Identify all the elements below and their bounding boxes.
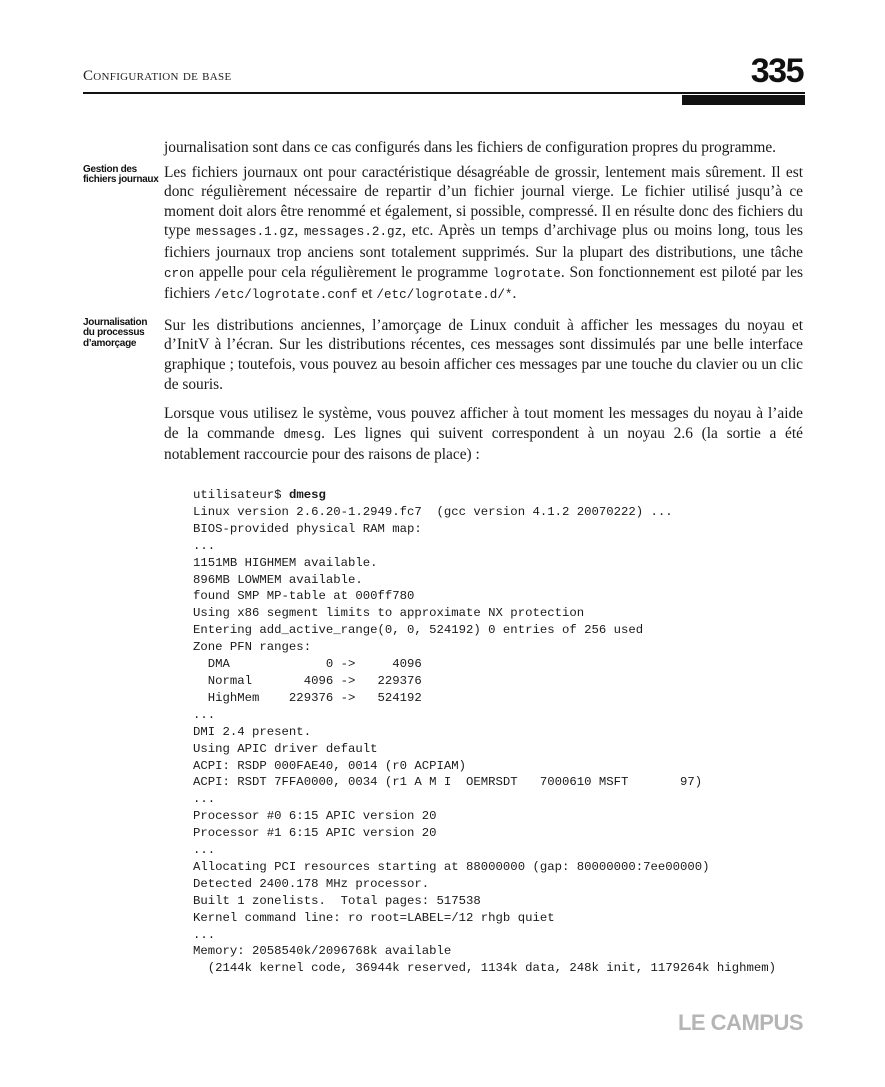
inline-code: dmesg: [283, 427, 322, 442]
running-header-title: Configuration de base: [83, 68, 232, 84]
publisher-logo: LE CAMPUS: [677, 1010, 803, 1035]
page-number: 335: [750, 52, 803, 90]
inline-code: cron: [164, 266, 195, 281]
header-thumb-bar: [682, 95, 805, 105]
console-listing: [193, 487, 776, 977]
inline-code: /etc/logrotate.conf: [214, 288, 358, 303]
paragraph-dmesg-intro: Lorsque vous utilisez le système, vous pouvez afficher à tout moment les messages du noyau à l’aide de la commande dmesg. Les lignes qui suivent correspondent à un noyau 2.6 (la sortie a été notablement raccourcie pour des raisons de place) :: [164, 405, 803, 464]
margin-note-boot-logging: Journalisation du processus d’amorçage: [83, 316, 148, 349]
body-text: [83, 138, 803, 475]
inline-code: messages.2.gz: [303, 225, 403, 240]
inline-code: /etc/logrotate.d/*: [376, 288, 513, 303]
paragraph-continuation: journalisation sont dans ce cas configurés dans les fichiers de configuration propres du programme.: [164, 139, 777, 156]
inline-code: logrotate: [492, 266, 561, 281]
console-output: Linux version 2.6.20-1.2949.fc7 (gcc version 4.1.2 20070222) ... BIOS-provided physical RAM map: ... 1151MB HIGHMEM available. 896MB LOWMEM available. found SMP MP-table at 000ff780 Using x86 segment limits to approximate NX protection Entering add_active_range(0, 0, 524192) 0 entries of 256 used Zone PFN ranges: DMA 0 -> 4096 Normal 4096 -> 229376 HighMem 229376 -> 524192 ... DMI 2.4 present. Using APIC driver default ACPI: RSDP 000FAE40, 0014 (r0 ACPIAM) ACPI: RSDT 7FFA0000, 0034 (r1 A M I OEMRSDT 7000610 MSFT 97) ... Processor #0 6:15 APIC version 20 Processor #1 6:15 APIC version 20 ... Allocating PCI resources starting at 88000000 (gap: 80000000:7ee00000) Detected 2400.178 MHz processor. Built 1 zonelists. Total pages: 517538 Kernel command line: ro root=LABEL=/12 rhgb quiet ... Memory: 2058540k/2096768k available (2144k kernel code, 36944k reserved, 1134k data, 248k init, 1179264k highmem): [193, 504, 776, 976]
paragraph-log-rotation: Gestion des fichiers journaux Les fichiers journaux ont pour caractéristique désagréable de grossir, lentement mais sûrement. Il est donc régulièrement nécessaire de repartir d’un fichier journal vierge. Le fichier utilisé jusqu’à ce moment doit alors être renommé et également, si possible, compressé. Il en résulte donc des fichiers du type messages.1.gz, messages.2.gz, etc. Après un temps d’archivage plus ou moins long, tous les fichiers journaux trop anciens sont totalement supprimés. Sur la plupart des distributions, une tâche cron appelle pour cela régulièrement le programme logrotate. Son fonctionnement est piloté par les fichiers /etc/logrotate.conf et /etc/logrotate.d/*.: [83, 163, 803, 303]
inline-code: messages.1.gz: [196, 225, 295, 240]
console-command: dmesg: [288, 488, 326, 502]
margin-note-log-files: Gestion des fichiers journaux: [83, 163, 159, 186]
console-prompt: utilisateur$: [193, 488, 289, 502]
header-rule: [83, 92, 805, 94]
paragraph-boot-messages: Journalisation du processus d’amorçage Sur les distributions anciennes, l’amorçage de Linux conduit à afficher les messages du noyau et d’InitV à l’écran. Sur les distributions récentes, ces messages sont dissimulés par une belle interface graphique ; toutefois, vous pouvez au besoin afficher ces messages par une touche du clavier ou un clic de souris.: [83, 316, 803, 393]
